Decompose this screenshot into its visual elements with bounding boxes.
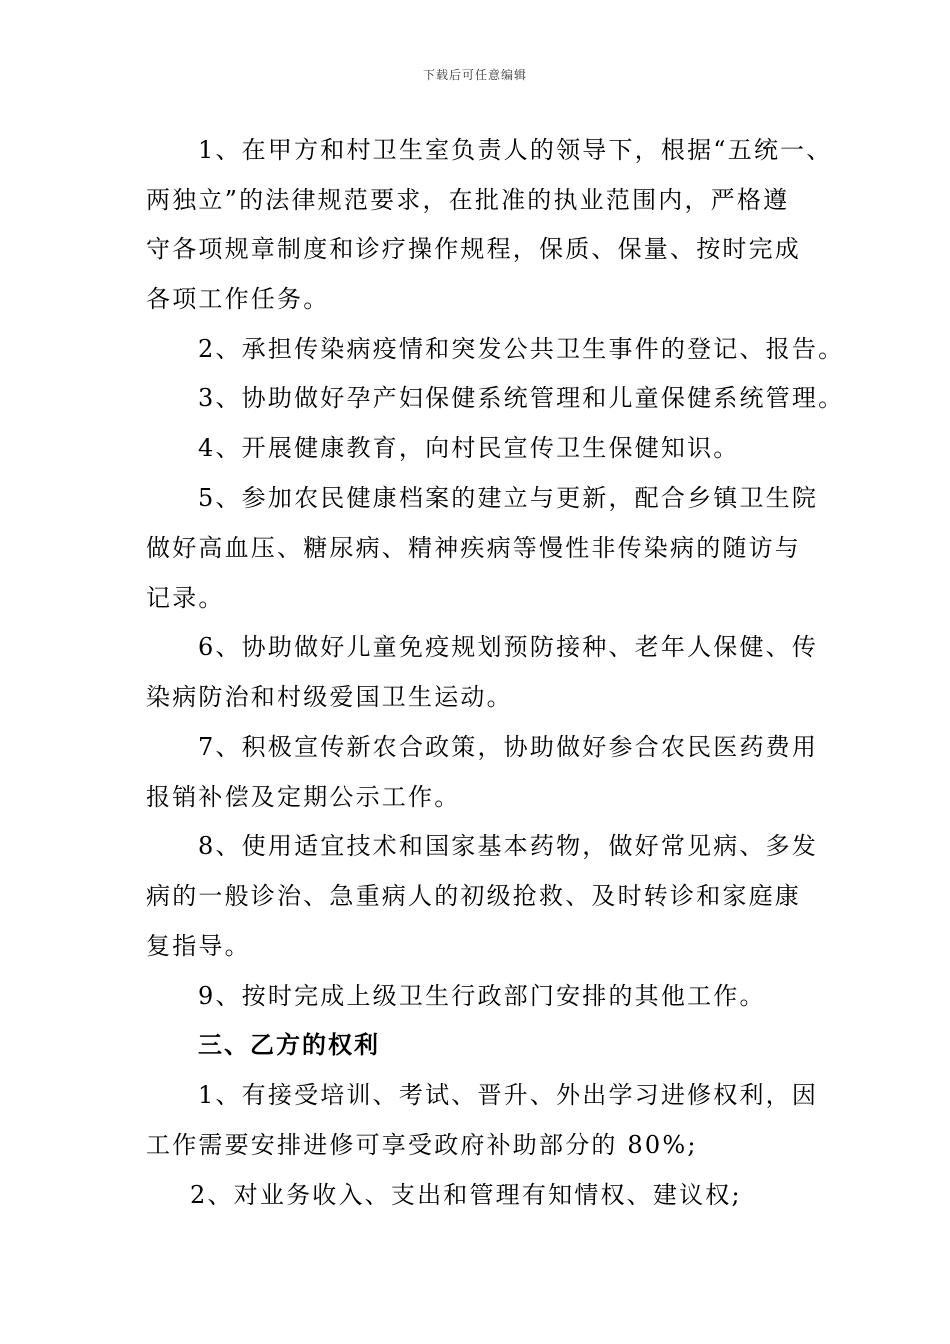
- text-line-1-2: 两独立”的法律规范要求，在批准的执业范围内，严格遵: [146, 186, 790, 214]
- text-line-1-1: 1、在甲方和村卫生室负责人的领导下，根据“五统一、: [198, 136, 833, 164]
- text-line-7-2: 报销补偿及定期公示工作。: [146, 783, 461, 811]
- text-line-5-3: 记录。: [146, 584, 225, 612]
- text-line-rights-1-2: 工作需要安排进修可享受政府补助部分的 80%;: [146, 1131, 698, 1159]
- text-line-6-1: 6、协助做好儿童免疫规划预防接种、老年人保健、传: [198, 633, 819, 661]
- text-line-2: 2、承担传染病疫情和突发公共卫生事件的登记、报告。: [198, 335, 845, 363]
- text-line-8-3: 复指导。: [146, 932, 251, 960]
- section-heading: 三、乙方的权利: [198, 1030, 380, 1059]
- text-line-3: 3、协助做好孕产妇保健系统管理和儿童保健系统管理。: [198, 384, 845, 412]
- text-line-rights-1-1: 1、有接受培训、考试、晋升、外出学习进修权利，因: [198, 1081, 819, 1109]
- text-line-8-2: 病的一般诊治、急重病人的初级抢救、及时转诊和家庭康: [146, 882, 801, 910]
- text-line-rights-2: 2、对业务收入、支出和管理有知情权、建议权;: [190, 1181, 742, 1209]
- header-note: 下载后可任意编辑: [422, 68, 527, 82]
- text-line-4: 4、开展健康教育，向村民宣传卫生保健知识。: [198, 434, 740, 462]
- text-line-5-2: 做好高血压、糖尿病、精神疾病等慢性非传染病的随访与: [146, 534, 801, 562]
- text-line-1-3: 守各项规章制度和诊疗操作规程，保质、保量、按时完成: [146, 235, 801, 263]
- text-line-9: 9、按时完成上级卫生行政部门安排的其他工作。: [198, 982, 766, 1010]
- text-line-1-4: 各项工作任务。: [146, 285, 330, 313]
- text-line-7-1: 7、积极宣传新农合政策，协助做好参合农民医药费用: [198, 733, 819, 761]
- text-line-6-2: 染病防治和村级爱国卫生运动。: [146, 683, 513, 711]
- text-line-5-1: 5、参加农民健康档案的建立与更新，配合乡镇卫生院: [198, 484, 819, 512]
- text-line-8-1: 8、使用适宜技术和国家基本药物，做好常见病、多发: [198, 832, 819, 860]
